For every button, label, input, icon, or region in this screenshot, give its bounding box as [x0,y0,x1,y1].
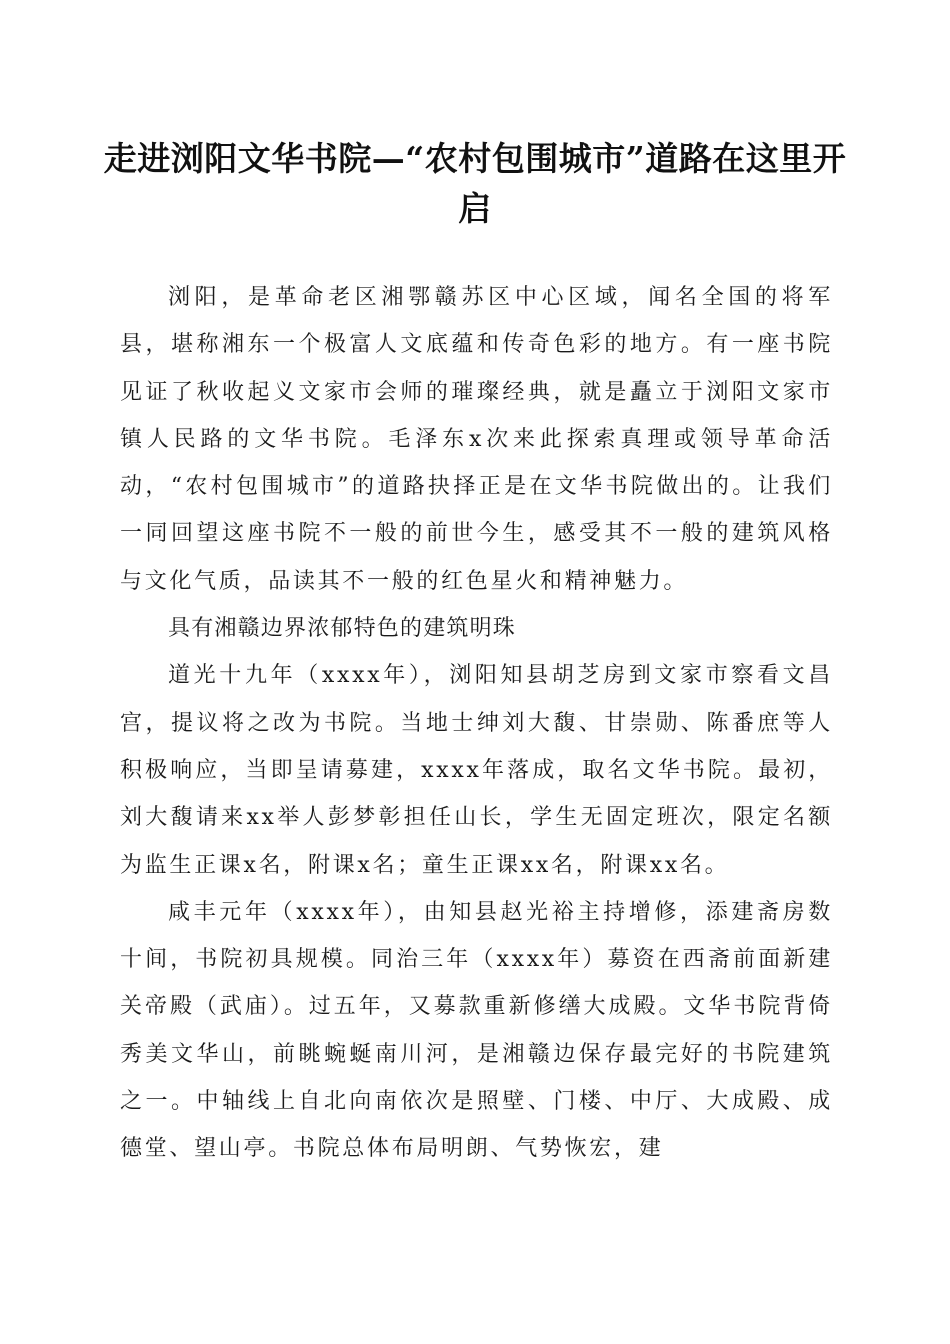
paragraph-architecture: 咸丰元年（xxxx年），由知县赵光裕主持增修，添建斋房数十间，书院初具规模。同治三年（xxxx年）募资在西斋前面新建关帝殿（武庙）。过五年，又募款重新修缮大成殿。文华书院背倚秀美文华山，前眺蜿蜒南川河，是湘赣边保存最完好的书院建筑之一。中轴线上自北向南依次是照壁、门楼、中厅、大成殿、成德堂、望山亭。书院总体布局明朗、气势恢宏，建 [120,899,833,1162]
paragraph-intro: 浏阳，是革命老区湘鄂赣苏区中心区域，闻名全国的将军县，堪称湘东一个极富人文底蕴和传奇色彩的地方。有一座书院见证了秋收起义文家市会师的璀璨经典，就是矗立于浏阳文家市镇人民路的文华书院。毛泽东x次来此探索真理或领导革命活动，“农村包围城市”的道路抉择正是在文华书院做出的。让我们一同回望这座书院不一般的前世今生，感受其不一般的建筑风格与文化气质，品读其不一般的红色星火和精神魅力。 [120,285,833,594]
document-title: 走进浏阳文华书院—“农村包围城市”道路在这里开启 [103,139,847,228]
section-heading: 具有湘赣边界浓郁特色的建筑明珠 [168,616,517,642]
paragraph-history: 道光十九年（xxxx年），浏阳知县胡芝房到文家市察看文昌宫，提议将之改为书院。当地士绅刘大馥、甘崇勋、陈番庶等人积极响应，当即呈请募建，xxxx年落成，取名文华书院。最初，刘大馥请来xx举人彭梦彰担任山长，学生无固定班次，限定名额为监生正课x名，附课x名；童生正课xx名，附课xx名。 [120,663,833,878]
document-body [120,274,833,1173]
